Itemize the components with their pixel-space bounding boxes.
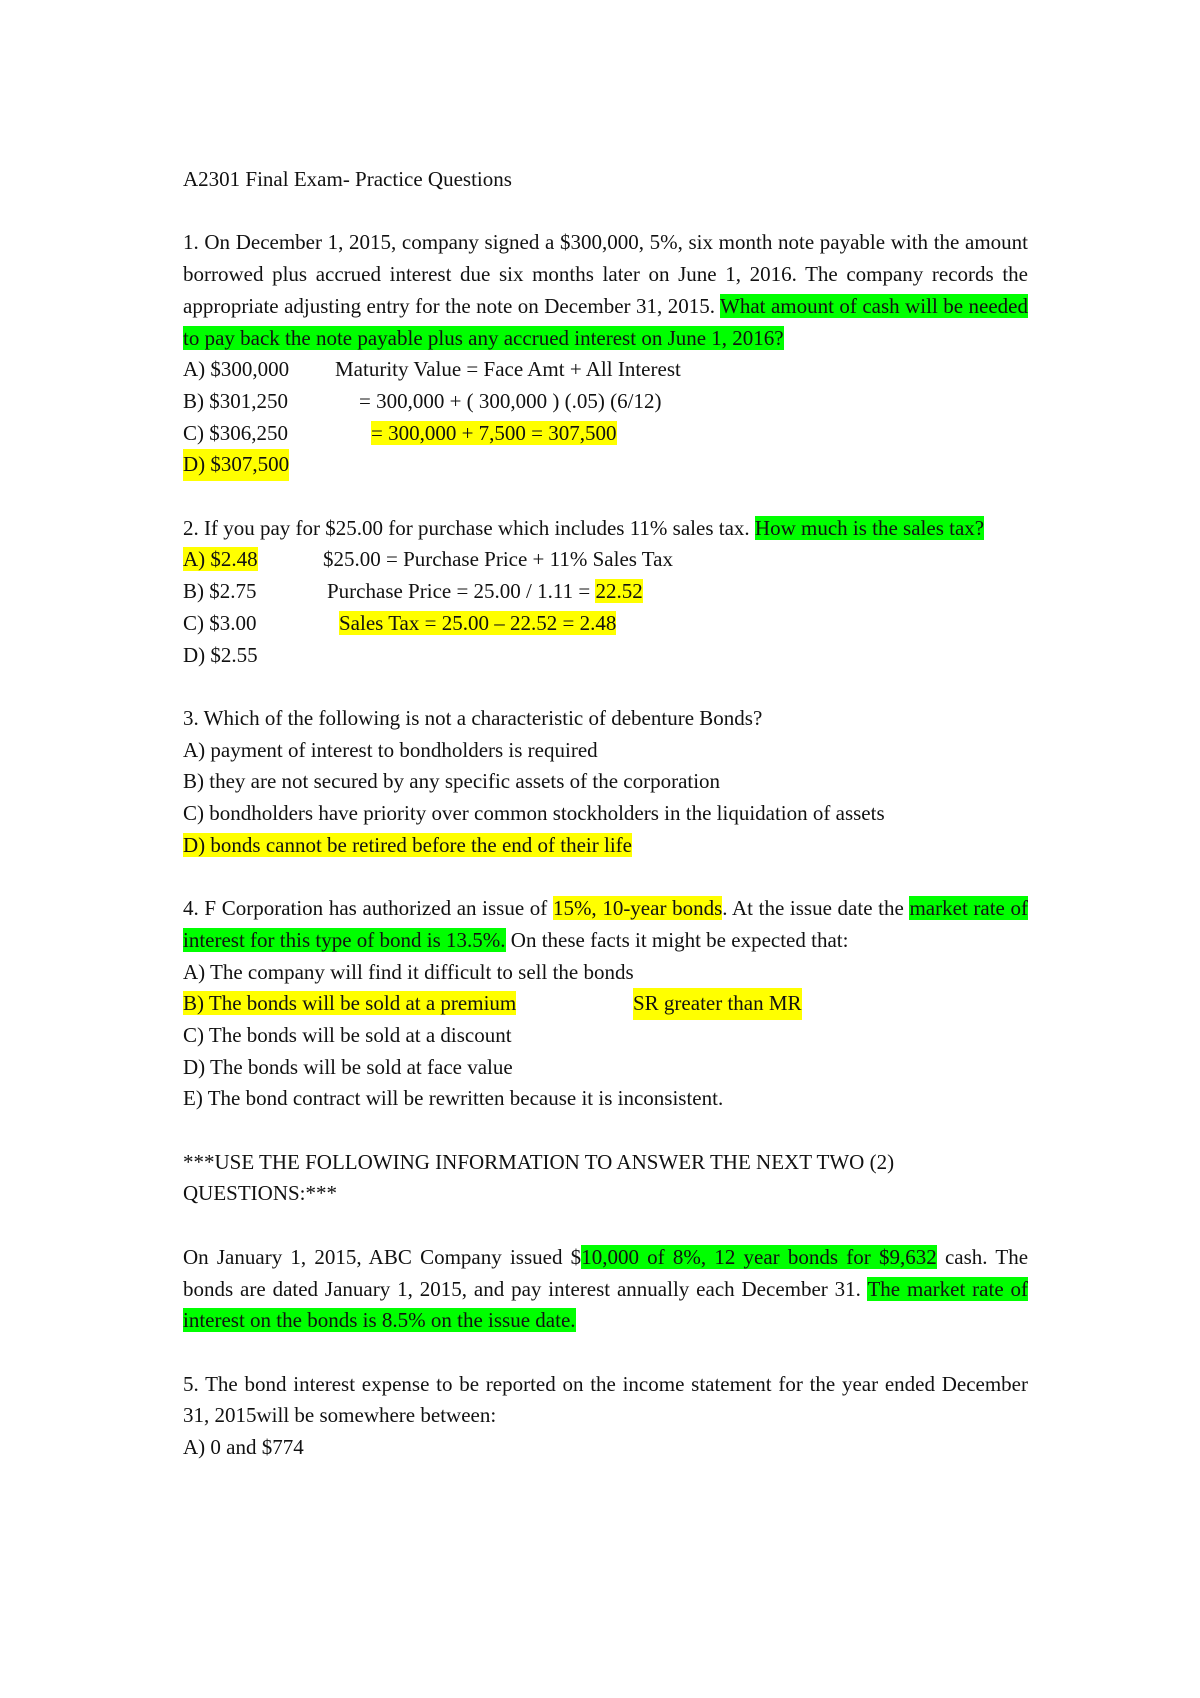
q3-option-c: C) bondholders have priority over common stockholders in the liquidation of assets (183, 801, 885, 826)
question-1-text: 1. On December 1, 2015, company signed a $300,000, 5%, six month note payable with the amount borrowed plus accrued interest due six months later on June 1, 2016. The company records the appropriate adjusting entry for the note on December 31, 2015. (183, 230, 1028, 318)
q4-option-c: C) The bonds will be sold at a discount (183, 1022, 512, 1047)
question-1-highlight: What amount of cash will be needed to pay back the note payable plus any accrued interest on June 1, 2016? (183, 293, 1028, 350)
q1-work-1: Maturity Value = Face Amt + All Interest (335, 357, 681, 382)
question-4-text-1: 4. F Corporation has authorized an issue of (183, 896, 548, 921)
info-text-1: On January 1, 2015, ABC Company issued $ (183, 1244, 582, 1269)
question-2-text: 2. If you pay for $25.00 for purchase which includes 11% sales tax. (183, 515, 750, 540)
q2-row-c (183, 608, 1028, 640)
question-2 (183, 513, 1028, 545)
q2-work-3: Sales Tax = 25.00 – 22.52 = 2.48 (339, 610, 617, 635)
q2-row-a (183, 544, 1028, 576)
q2-option-d: D) $2.55 (183, 642, 258, 667)
q1-row-d (183, 449, 1028, 481)
q1-option-d: D) $307,500 (183, 449, 289, 481)
q2-work-2: Purchase Price = 25.00 / 1.11 = (327, 579, 591, 604)
q4-note: SR greater than MR (633, 988, 802, 1020)
info-paragraph (183, 1242, 1028, 1337)
q1-option-c: C) $306,250 (183, 420, 288, 445)
q1-row-a (183, 354, 1028, 386)
question-5: 5. The bond interest expense to be reported on the income statement for the year ended December 31, 2015will be somewhere between: (183, 1371, 1028, 1428)
q5-option-a: A) 0 and $774 (183, 1435, 304, 1460)
q4-option-e: E) The bond contract will be rewritten because it is inconsistent. (183, 1086, 724, 1111)
info-highlight-2: The market rate of interest on the bonds is 8.5% on the issue date. (183, 1276, 1029, 1333)
q2-option-a: A) $2.48 (183, 547, 258, 572)
q1-row-b (183, 386, 1028, 418)
question-4-highlight-market: market rate of interest for this type of bond is 13.5%. (183, 896, 1029, 952)
q2-row-d (183, 640, 1028, 672)
question-3: 3. Which of the following is not a characteristic of debenture Bonds? (183, 705, 763, 730)
q4-option-b: B) The bonds will be sold at a premium (183, 991, 517, 1016)
info-highlight-1: 10,000 of 8%, 12 year bonds for $9,632 (581, 1244, 937, 1269)
q1-option-a: A) $300,000 (183, 357, 290, 382)
q3-option-b: B) they are not secured by any specific assets of the corporation (183, 769, 721, 794)
q4-row-b (183, 988, 1028, 1020)
q4-option-a: A) The company will find it difficult to sell the bonds (183, 959, 634, 984)
q2-option-b: B) $2.75 (183, 579, 257, 604)
question-4-text-3: On these facts it might be expected that: (510, 927, 849, 952)
page-title: A2301 Final Exam- Practice Questions (183, 167, 512, 191)
q2-option-c: C) $3.00 (183, 610, 257, 635)
q1-work-3: = 300,000 + 7,500 = 307,500 (371, 420, 617, 445)
info-header: ***USE THE FOLLOWING INFORMATION TO ANSWER THE NEXT TWO (2) QUESTIONS:*** (183, 1149, 895, 1206)
question-1 (183, 227, 1028, 354)
q1-work-2: = 300,000 + ( 300,000 ) (.05) (6/12) (359, 388, 662, 413)
document-body (183, 164, 1028, 1464)
q3-option-a: A) payment of interest to bondholders is required (183, 737, 598, 762)
q2-work-1: $25.00 = Purchase Price + 11% Sales Tax (323, 547, 673, 572)
question-2-highlight: How much is the sales tax? (754, 515, 985, 540)
q2-work-2-highlight: 22.52 (595, 579, 643, 604)
q3-option-d: D) bonds cannot be retired before the end of their life (183, 832, 632, 857)
question-4-text-2: . At the issue date the (722, 896, 904, 921)
q1-row-c (183, 418, 1028, 450)
info-text-2: cash. The bonds are dated January 1, 2015, and pay interest annually each December 31. (183, 1244, 1029, 1301)
question-4 (183, 893, 1028, 956)
q4-option-d: D) The bonds will be sold at face value (183, 1054, 513, 1079)
question-4-highlight-rate: 15%, 10-year bonds (552, 896, 723, 921)
q2-row-b (183, 576, 1028, 608)
q1-option-b: B) $301,250 (183, 388, 288, 413)
